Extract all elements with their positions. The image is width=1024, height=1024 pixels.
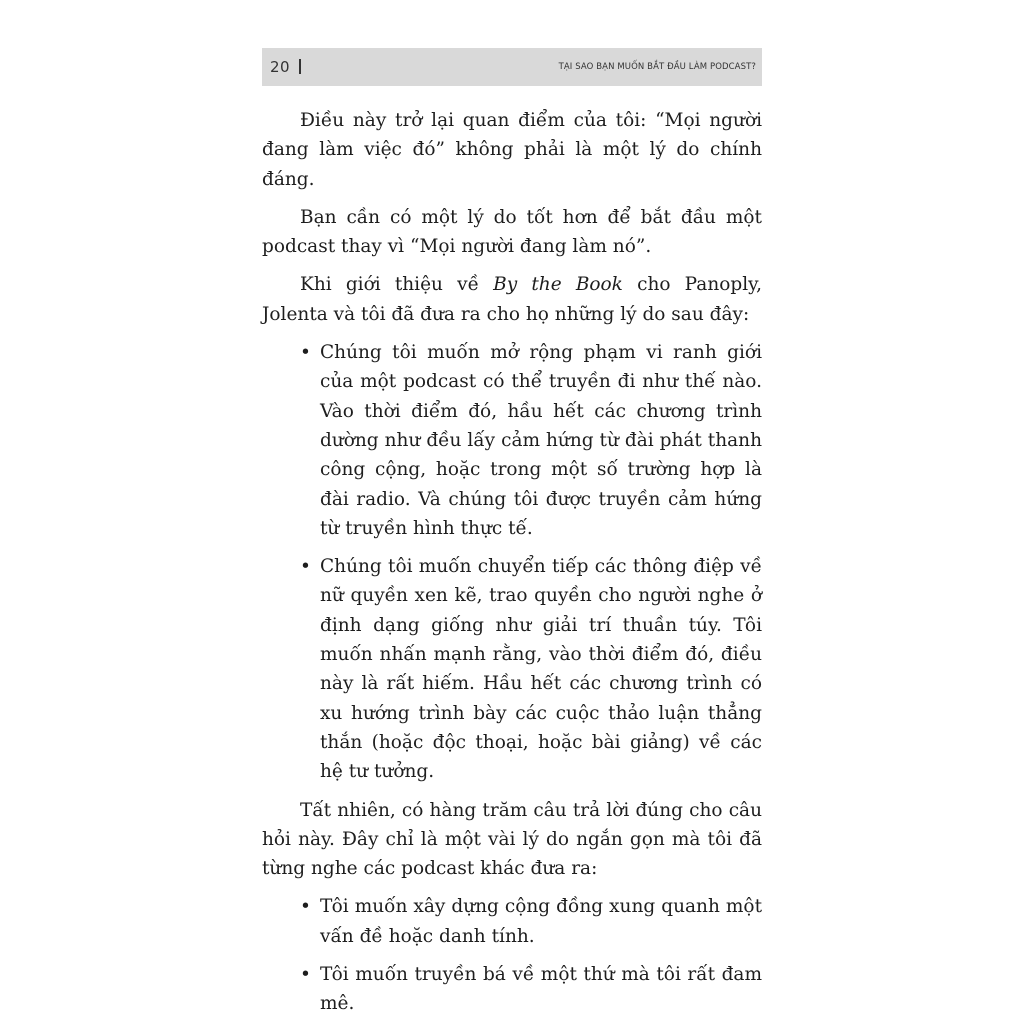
chapter-title: TẠI SAO BẠN MUỐN BẮT ĐẦU LÀM PODCAST?	[558, 62, 756, 72]
page-number-group	[270, 58, 301, 77]
bullet-icon: •	[300, 342, 311, 364]
paragraph-3-lead: Khi giới thiệu về	[300, 274, 494, 296]
list-item-text: Chúng tôi muốn chuyển tiếp các thông điệp về nữ quyền xen kẽ, trao quyền cho người nghe ở định dạng giống như giải trí thuần túy. Tôi muốn nhấn mạnh rằng, vào thời điểm đó, điều này là rất hiếm. Hầu hết các chương trình có xu hướng trình bày các cuộc thảo luận thẳng thắn (hoặc độc thoại, hoặc bài giảng) về các hệ tư tưởng.	[320, 556, 762, 783]
reasons-list	[262, 338, 762, 786]
header-separator	[299, 59, 301, 74]
body-text	[262, 106, 762, 1024]
bullet-icon: •	[300, 896, 311, 918]
paragraph-3-rest: cho Panoply, Jolenta và tôi đã đưa ra cho họ những lý do sau đây:	[262, 274, 763, 325]
paragraph-1: Điều này trở lại quan điểm của tôi: “Mọi người đang làm việc đó” không phải là một lý do chính đáng.	[262, 110, 762, 190]
running-header	[262, 48, 762, 86]
list-item	[262, 338, 762, 543]
other-reasons-list	[262, 892, 762, 1018]
list-item	[262, 892, 762, 951]
bullet-icon: •	[300, 556, 311, 578]
bullet-icon: •	[300, 964, 311, 986]
list-item-text: Tôi muốn truyền bá về một thứ mà tôi rất đam mê.	[320, 964, 762, 1015]
list-item	[262, 960, 762, 1019]
list-item-text: Tôi muốn xây dựng cộng đồng xung quanh một vấn đề hoặc danh tính.	[320, 896, 762, 947]
paragraph-2: Bạn cần có một lý do tốt hơn để bắt đầu một podcast thay vì “Mọi người đang làm nó”.	[262, 206, 762, 258]
list-item-text: Chúng tôi muốn mở rộng phạm vi ranh giới của một podcast có thể truyền đi như thế nào. Vào thời điểm đó, hầu hết các chương trình dường như đều lấy cảm hứng từ đài phát thanh công cộng, hoặc trong một số trường hợp là đài radio. Và chúng tôi được truyền cảm hứng từ truyền hình thực tế.	[320, 342, 762, 539]
paragraph-3	[262, 270, 762, 329]
paragraph-4: Tất nhiên, có hàng trăm câu trả lời đúng cho câu hỏi này. Đây chỉ là một vài lý do ngắn gọn mà tôi đã từng nghe các podcast khác đưa ra:	[262, 799, 762, 880]
book-title: By the Book	[493, 274, 623, 296]
list-item	[262, 552, 762, 786]
page-number: 20	[270, 57, 291, 76]
